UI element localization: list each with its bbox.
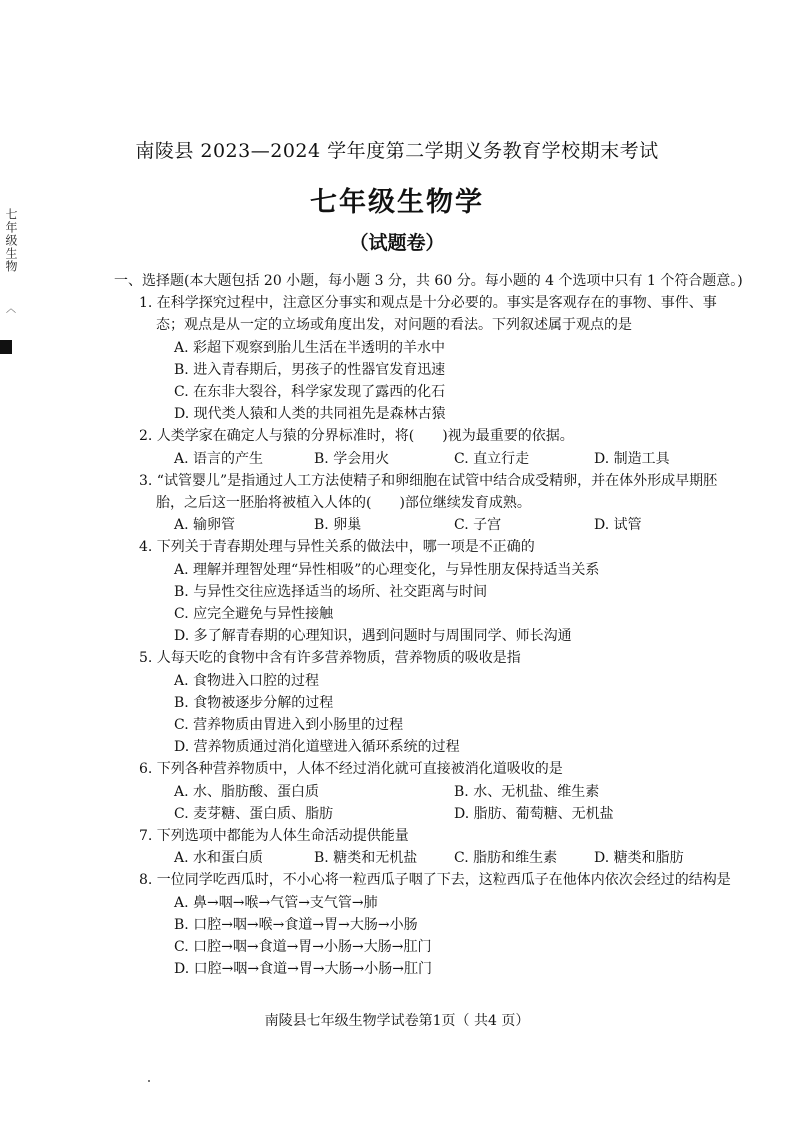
question-7 (118, 825, 743, 869)
option-c: C. 应完全避免与异性接触 (174, 606, 334, 623)
option-c: C. 脂肪和维生素 (454, 850, 558, 867)
option-b: B. 与异性交往应选择适当的场所、社交距离与时间 (174, 583, 488, 600)
option-c: C. 在东非大裂谷，科学家发现了露西的化石 (174, 384, 446, 401)
binding-margin-label: 七年级生物 (4, 208, 18, 273)
question-stem: 4. 下列关于青春期处理与异性关系的做法中，哪一项是不正确的 (139, 539, 535, 556)
question-2 (118, 425, 743, 469)
option-d: D. 口腔→咽→食道→胃→大肠→小肠→肛门 (174, 961, 433, 978)
option-b: B. 口腔→咽→喉→食道→胃→大肠→小肠 (174, 916, 418, 933)
option-d: D. 制造工具 (594, 450, 670, 467)
question-6 (118, 758, 743, 825)
option-d: D. 脂肪、葡萄糖、无机盐 (454, 805, 614, 822)
option-a: A. 理解并理智处理“异性相吸”的心理变化，与异性朋友保持适当关系 (174, 561, 600, 578)
option-d: D. 营养物质通过消化道壁进入循环系统的过程 (174, 739, 460, 756)
option-c: C. 营养物质由胃进入到小肠里的过程 (174, 717, 404, 734)
option-b: B. 糖类和无机盐 (314, 850, 418, 867)
option-d: D. 现代类人猿和人类的共同祖先是森林古猿 (174, 406, 446, 423)
option-a: A. 水和蛋白质 (174, 850, 264, 867)
question-stem: 1. 在科学探究过程中，注意区分事实和观点是十分必要的。事实是客观存在的事物、事件、事态；观点是从一定的立场或角度出发，对问题的看法。下列叙述属于观点的是 (139, 295, 717, 334)
page-footer: 南陵县七年级生物学试卷第1页（ 共4 页） (264, 1013, 530, 1029)
question-content (114, 270, 743, 981)
option-a: A. 彩超下观察到胎儿生活在半透明的羊水中 (174, 339, 446, 356)
subject-title: 七年级生物学 (310, 187, 484, 218)
option-b: B. 卵巢 (314, 517, 362, 534)
question-stem: 8. 一位同学吃西瓜时，不小心将一粒西瓜子咽了下去，这粒西瓜子在他体内依次会经过的结构是 (139, 872, 731, 889)
option-a: A. 语言的产生 (174, 450, 264, 467)
question-8 (118, 869, 743, 980)
question-stem: 7. 下列选项中都能为人体生命活动提供能量 (139, 828, 409, 845)
question-stem: 5. 人每天吃的食物中含有许多营养物质，营养物质的吸收是指 (139, 650, 521, 667)
option-c: C. 麦芽糖、蛋白质、脂肪 (174, 805, 334, 822)
option-d: D. 试管 (594, 517, 642, 534)
option-b: B. 进入青春期后，男孩子的性器官发育迅速 (174, 361, 446, 378)
question-stem: 2. 人类学家在确定人与猿的分界标准时，将( )视为最重要的依据。 (139, 428, 574, 445)
option-d: D. 糖类和脂肪 (594, 850, 684, 867)
option-c: C. 口腔→咽→食道→胃→小肠→大肠→肛门 (174, 939, 432, 956)
section-heading: 一、选择题(本大题包括 20 小题，每小题 3 分，共 60 分。每小题的 4 个选项中只有 1 个符合题意。) (114, 273, 743, 289)
paper-label: （试题卷） (349, 232, 445, 254)
question-4 (118, 536, 743, 647)
option-a: A. 水、脂肪酸、蛋白质 (174, 783, 320, 800)
question-stem: 3. “试管婴儿”是指通过人工方法使精子和卵细胞在试管中结合成受精卵，并在体外形成早期胚胎，之后这一胚胎将被植入人体的( )部位继续发育成熟。 (139, 472, 718, 512)
option-a: A. 鼻→咽→喉→气管→支气管→肺 (174, 894, 378, 911)
option-a: A. 输卵管 (174, 517, 236, 534)
question-3 (118, 470, 743, 537)
scan-speck (148, 1080, 150, 1082)
question-1 (118, 292, 743, 425)
option-a: A. 食物进入口腔的过程 (174, 672, 320, 689)
option-d: D. 多了解青春期的心理知识，遇到问题时与周围同学、师长沟通 (174, 628, 572, 645)
option-b: B. 水、无机盐、维生素 (454, 783, 600, 800)
option-c: C. 直立行走 (454, 450, 530, 467)
question-stem: 6. 下列各种营养物质中，人体不经过消化就可直接被消化道吸收的是 (139, 761, 563, 778)
margin-mark: ︿ (6, 304, 16, 315)
question-5 (118, 647, 743, 758)
exam-title: 南陵县 2023—2024 学年度第二学期义务教育学校期末考试 (135, 140, 659, 162)
option-b: B. 食物被逐步分解的过程 (174, 694, 334, 711)
option-b: B. 学会用火 (314, 450, 390, 467)
option-c: C. 子宫 (454, 517, 502, 534)
registration-mark (0, 340, 12, 354)
